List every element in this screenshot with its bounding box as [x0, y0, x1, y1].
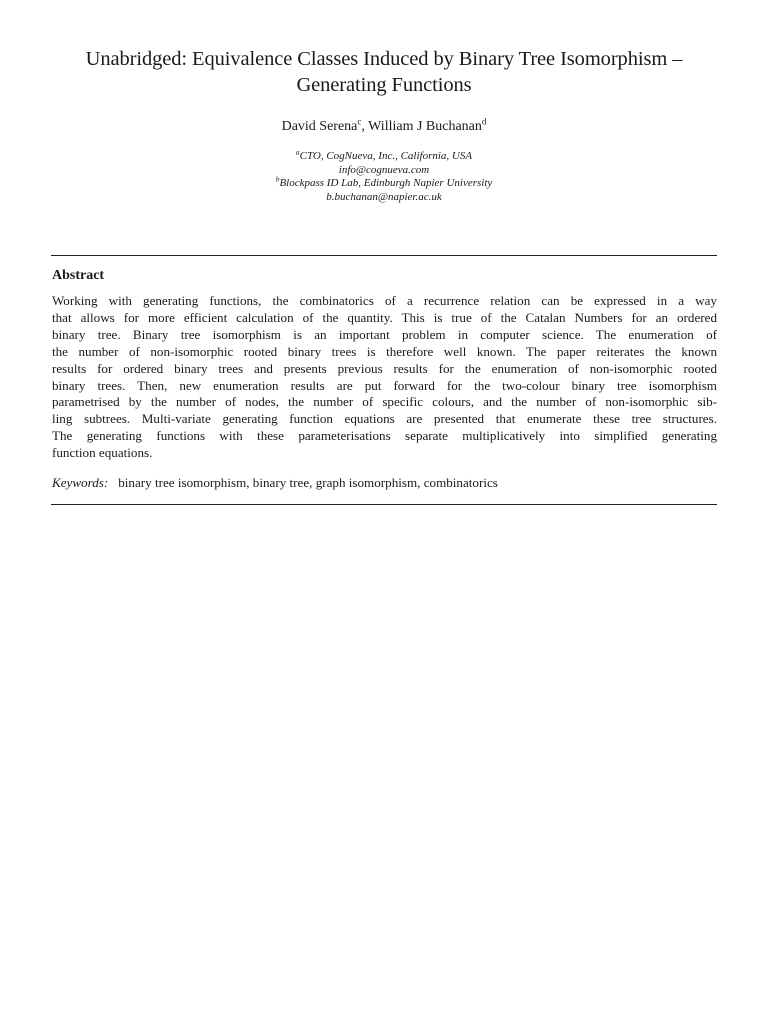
affiliation-email: b.buchanan@napier.ac.uk	[326, 190, 442, 203]
title-line-2: Generating Functions	[296, 74, 472, 96]
abstract-line: results for ordered binary trees and presents previous results for the enumeration of non-isomorphic rooted	[52, 360, 717, 376]
author-name: David Serena	[281, 119, 358, 134]
keywords-label: Keywords:	[52, 475, 109, 490]
abstract-bottom-rule	[51, 504, 717, 505]
affiliation-line	[40, 147, 728, 164]
abstract-line: binary trees. Then, new enumeration results are put forward for the two-colour binary tree isomorphism	[52, 377, 717, 393]
abstract-line: the number of non-isomorphic rooted binary trees is therefore well known. The paper reiterates the known	[52, 343, 717, 359]
affiliation-text: Blockpass ID Lab, Edinburgh Napier University	[279, 177, 493, 189]
abstract-top-rule	[51, 255, 717, 256]
affiliation-mark: a	[295, 147, 300, 157]
affiliation-line	[40, 174, 728, 191]
abstract-line: function equations.	[52, 445, 153, 461]
paper-title	[40, 46, 728, 98]
abstract-line: The generating functions with these parameterisations separate multiplicatively into simplified generating	[52, 428, 717, 444]
abstract-line: binary tree. Binary tree isomorphism is an important problem in computer science. The enumeration of	[52, 326, 717, 342]
abstract-body	[52, 293, 717, 462]
keywords	[52, 474, 717, 491]
author-name: William J Buchanan	[368, 119, 482, 134]
affiliation-mark: b	[275, 174, 280, 184]
affiliation-email: info@cognueva.com	[338, 163, 430, 176]
author-list	[40, 118, 728, 136]
author-separator: ,	[361, 119, 369, 134]
affiliation-text: CTO, CogNueva, Inc., California, USA	[299, 150, 473, 162]
author-mark: c	[357, 116, 362, 127]
abstract-heading: Abstract	[52, 268, 105, 283]
keywords-text: binary tree isomorphism, binary tree, graph isomorphism, combinatorics	[118, 475, 498, 490]
abstract-line: ling subtrees. Multi-variate generating function equations are presented that enumerate these tree structures.	[52, 411, 717, 427]
affiliation-list	[40, 147, 728, 204]
title-line-1: Unabridged: Equivalence Classes Induced by Binary Tree Isomorphism –	[85, 48, 683, 70]
author-mark: d	[481, 116, 487, 127]
abstract-line: parametrised by the number of nodes, the number of specific colours, and the number of non-isomorphic sib-	[52, 394, 717, 410]
abstract-line: Working with generating functions, the combinatorics of a recurrence relation can be expressed in a way	[52, 293, 717, 308]
abstract-line: that allows for more efficient calculation of the quantity. This is true of the Catalan Numbers for an ordered	[52, 309, 717, 325]
